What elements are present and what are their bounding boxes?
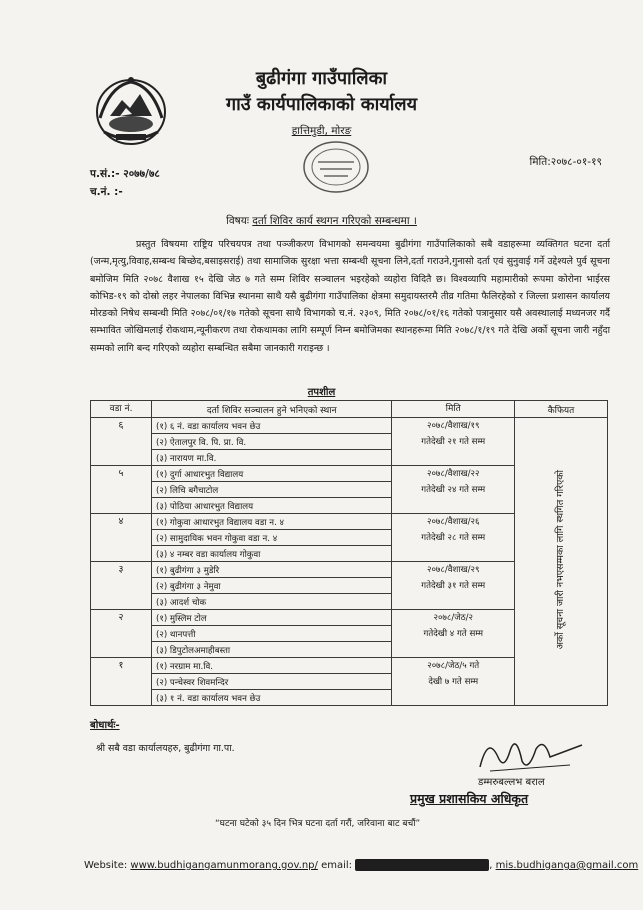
place-cell: (३) पोठिया आधारभुत विद्यालय xyxy=(152,498,392,514)
place-cell: (२) लिचि बगैचाटोल xyxy=(152,482,392,498)
ps-label: प.सं. xyxy=(90,168,112,180)
email-separator: , xyxy=(489,860,493,871)
place-cell: (१) नरग्राम मा.वि. xyxy=(152,658,392,674)
signatory-name: डम्मरुबल्लभ बराल xyxy=(478,777,545,788)
schedule-table xyxy=(90,400,608,706)
ward-number: ४ xyxy=(91,514,152,562)
dispatch-number: च.नं. :- xyxy=(90,186,123,198)
place-cell: (२) सामुदायिक भवन गोकुवा वडा न. ४ xyxy=(152,530,392,546)
table-caption: तपशील xyxy=(307,387,336,398)
website-link[interactable]: www.budhigangamunmorang.gov.np/ xyxy=(130,860,318,871)
place-cell: (२) बुढीगंगा ३ नेमुवा xyxy=(152,578,392,594)
office-name-line2: गाउँ कार्यपालिकाको कार्यालय xyxy=(225,94,418,115)
date-to: गतेदेखी २१ गते सम्म xyxy=(421,437,486,447)
ward-number: ५ xyxy=(91,466,152,514)
ward-number: १ xyxy=(91,658,152,706)
date-to: गतेदेखी ४ गते सम्म xyxy=(423,629,483,639)
date-cell xyxy=(392,562,515,610)
date-from: २०७८/वैशाख/१९ xyxy=(426,421,480,431)
email-label: email: xyxy=(321,860,353,871)
date-from: २०७८/वैशाख/२६ xyxy=(426,517,480,527)
date-to: गतेदेखी २४ गते सम्म xyxy=(421,485,486,495)
place-cell: (२) पन्चेस्वर शिवमन्दिर xyxy=(152,674,392,690)
date-label: मिति xyxy=(529,156,548,168)
place-cell: (३) ४ नम्बर वडा कार्यालय गोकुवा xyxy=(152,546,392,562)
office-name-line1: बुढीगंगा गाउँपालिका xyxy=(255,68,388,89)
place-cell: (२) ऐतालपुर वि. पि. प्रा. वि. xyxy=(152,434,392,450)
date-cell xyxy=(392,610,515,658)
date-cell xyxy=(392,418,515,466)
date-value: २०७८-०१-१९ xyxy=(550,156,602,168)
header-ward: वडा नं. xyxy=(91,401,152,418)
date-from: २०७८/जेठ/५ गते xyxy=(427,661,480,671)
date-from: २०७८/जेठ/२ xyxy=(433,613,473,623)
header-remark: कैफियत xyxy=(515,401,608,418)
motto-text: “घटना घटेको ३५ दिन भित्र घटना दर्ता गरौं, जरिवाना बाट बचौं” xyxy=(215,819,421,829)
office-seal-stamp-icon xyxy=(300,138,372,196)
place-cell: (३) डिपुटोलअमाहीबस्ता xyxy=(152,642,392,658)
table-header-row xyxy=(91,401,608,418)
date-to: गतेदेखी ३१ गते सम्म xyxy=(421,581,486,591)
letter-body xyxy=(90,236,610,357)
place-cell: (२) थानपत्ती xyxy=(152,626,392,642)
subject-label: विषयः xyxy=(226,215,249,227)
cc-label: बोधार्थः- xyxy=(90,720,120,731)
footer xyxy=(84,859,638,871)
place-cell: (१) दुर्गा आधारभुत विद्यालय xyxy=(152,466,392,482)
reference-number: प.सं.:- २०७७/७८ xyxy=(90,168,160,180)
email-link[interactable]: mis.budhiganga@gmail.com xyxy=(495,860,639,871)
remark-text: अर्को सूचना जारी नभएसम्मका लागि स्थगित गरिएको xyxy=(555,470,566,650)
date-cell xyxy=(392,466,515,514)
subject-line xyxy=(0,214,643,228)
date-cell xyxy=(392,658,515,706)
website-label: Website: xyxy=(84,860,128,871)
ward-number: २ xyxy=(91,610,152,658)
place-cell: (३) आदर्श चोक xyxy=(152,594,392,610)
date-to: गतेदेखी २८ गते सम्म xyxy=(421,533,486,543)
date-from: २०७८/वैशाख/२९ xyxy=(426,565,480,575)
date-to: देखी ७ गते सम्म xyxy=(428,677,479,687)
ps-value: २०७७/७८ xyxy=(123,168,160,180)
office-address: हात्तिमुडी, मोरङ xyxy=(291,125,352,137)
place-cell: (१) मुस्लिम टोल xyxy=(152,610,392,626)
ward-number: ६ xyxy=(91,418,152,466)
body-paragraph: प्रस्तुत विषयमा राष्ट्रिय परिचयपत्र तथा पञ्जीकरण विभागको समन्वयमा बुढीगंगा गाउँपालिकाको सबै वडाहरूमा व्यक्तिगत घटना दर्ता (जन्म,मृत्यु,विवाह,सम्बन्ध बिच्छेद,बसाइसराई) तथा सामाजिक सुरक्षा भत्ता सम्बन्धी सूचना लिने,दर्ता गराउने,गुनासो दर्ता एवं सुनुवाई गर्ने उद्देश्यले पुर्व सूचना बमोजिम मिति २०७८ वैशाख १५ देखि जेठ ७ गते सम्म शिविर सञ्चालन भइरहेको व्यहोरा विदितै छ। विश्वव्यापि महामारीको रूपमा कोरोना भाईरस कोभिड-१९ को दोस्रो लहर नेपालका विभिन्न स्थानमा साथै यसै बुढीगंगा गाउँपालिका क्षेत्रमा समुदायस्तरमै तीव्र गतिमा फैलिरहेको र जिल्ला प्रशासन कार्यालय मोरङको निषेध सम्बन्धी मिति २०७८/०१/१७ गतेको सूचना साथै विभागको च.नं. २३०९, मिति २०७८/०१/१६ गतेको पत्रानुसार यसै अवस्थालाई मध्यनजर गर्दै सम्भावित जोखिमलाई रोकथाम,न्यूनीकरण तथा रोकथामका लागि सम्पूर्ण निम्न बमोजिमका स्थानहरूमा मिति २०७८/१/१९ गते देखि अर्को सूचना जारी नहुँदा सम्मको लागि बन्द गरिएको व्यहोरा सम्बन्धित सबैमा जानकारी गराइन्छ । xyxy=(90,239,610,354)
place-cell: (३) १ नं. वडा कार्यालय भवन छेउ xyxy=(152,690,392,706)
date-cell xyxy=(392,514,515,562)
schedule-body xyxy=(91,418,608,706)
redacted-email xyxy=(355,859,489,871)
letter-date: मिति:२०७८-०१-१९ xyxy=(529,156,602,168)
header-place: दर्ता शिविर सञ्चालन हुने भनिएको स्थान xyxy=(152,401,392,418)
date-from: २०७८/वैशाख/२२ xyxy=(426,469,480,479)
cn-label: च.नं. xyxy=(90,186,111,198)
signature-icon xyxy=(470,727,590,777)
subject-text: दर्ता शिविर कार्य स्थगन गरिएको सम्बन्धमा । xyxy=(252,215,417,227)
header-date: मिति xyxy=(392,401,515,418)
place-cell: (१) गोकुवा आधारभुत विद्यालय वडा न. ४ xyxy=(152,514,392,530)
ward-number: ३ xyxy=(91,562,152,610)
remark-cell xyxy=(515,418,608,706)
cc-recipient: श्री सबै वडा कार्यालयहरु, बुढीगंगा गा.पा. xyxy=(96,743,235,754)
place-cell: (३) नारायण मा.वि. xyxy=(152,450,392,466)
place-cell: (१) ६ नं. वडा कार्यालय भवन छेउ xyxy=(152,418,392,434)
table-row xyxy=(91,418,608,434)
signatory-title: प्रमुख प्रशासकिय अधिकृत xyxy=(410,791,529,806)
place-cell: (१) बुढीगंगा ३ मुडेरि xyxy=(152,562,392,578)
